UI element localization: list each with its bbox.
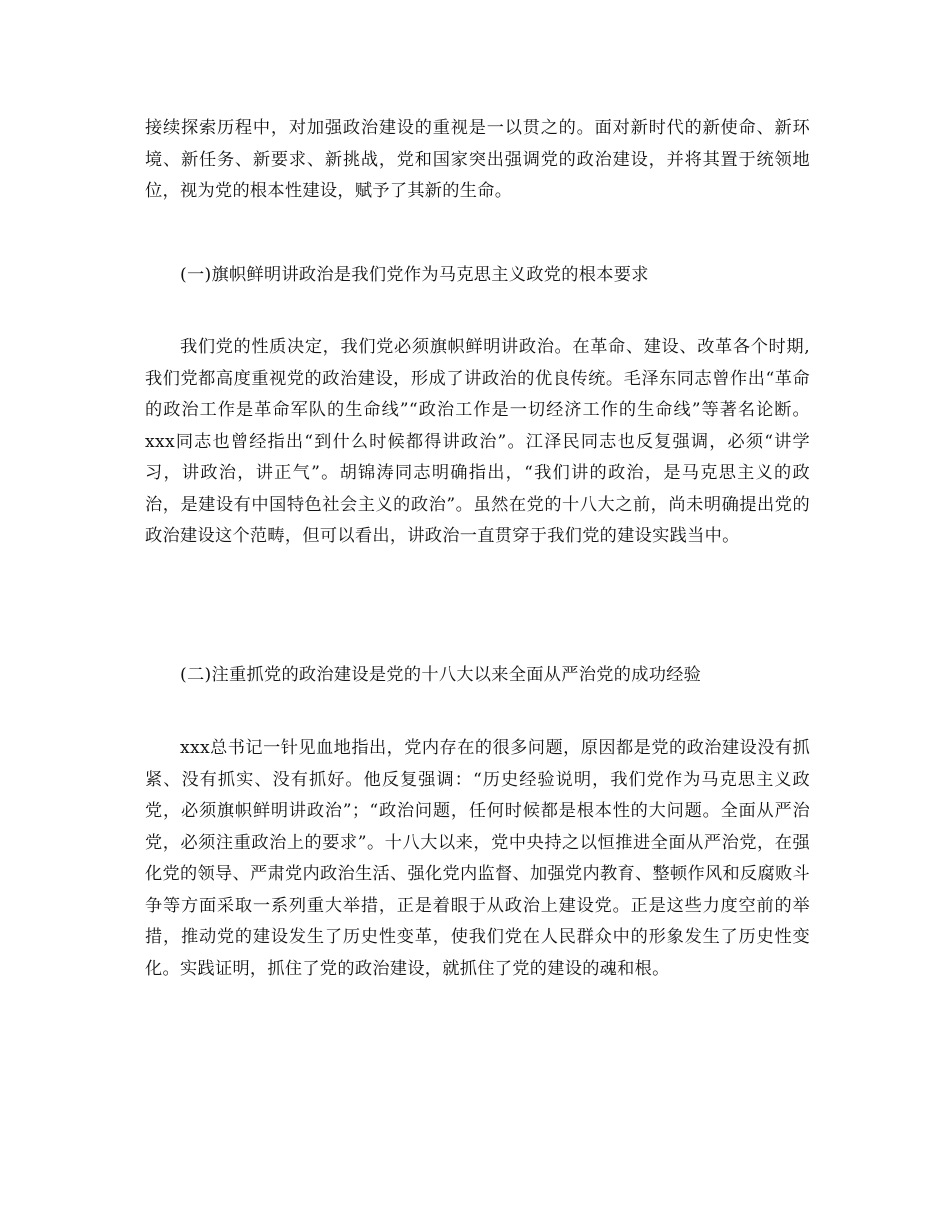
section-heading-1: (一)旗帜鲜明讲政治是我们党作为马克思主义政党的根本要求: [180, 265, 649, 285]
section-2-paragraph: xxx总书记一针见血地指出，党内存在的很多问题，原因都是党的政治建设没有抓紧、没有抓实、没有抓好。他反复强调：“历史经验说明，我们党作为马克思主义政党，必须旗帜鲜明讲政治”；“政治问题，任何时候都是根本性的大问题。全面从严治党，必须注重政治上的要求”。十八大以来，党中央持之以恒推进全面从严治党，在强化党的领导、严肃党内政治生活、强化党内监督、加强党内教育、整顿作风和反腐败斗争等方面采取一系列重大举措，正是着眼于从政治上建设党。正是这些力度空前的举措，推动党的建设发生了历史性变革，使我们党在人民群众中的形象发生了历史性变化。实践证明，抓住了党的政治建设，就抓住了党的建设的魂和根。: [145, 738, 810, 979]
section-heading-2: (二)注重抓党的政治建设是党的十八大以来全面从严治党的成功经验: [180, 665, 702, 685]
section-1-paragraph: 我们党的性质决定，我们党必须旗帜鲜明讲政治。在革命、建设、改革各个时期,我们党都高度重视党的政治建设，形成了讲政治的优良传统。毛泽东同志曾作出“革命的政治工作是革命军队的生命线”“政治工作是一切经济工作的生命线”等著名论断。xxx同志也曾经指出“到什么时候都得讲政治”。江泽民同志也反复强调，必须“讲学习，讲政治，讲正气”。胡锦涛同志明确指出，“我们讲的政治，是马克思主义的政治，是建设有中国特色社会主义的政治”。虽然在党的十八大之前，尚未明确提出党的政治建设这个范畴，但可以看出，讲政治一直贯穿于我们党的建设实践当中。: [145, 337, 810, 546]
intro-paragraph: 接续探索历程中，对加强政治建设的重视是一以贯之的。面对新时代的新使命、新环境、新任务、新要求、新挑战，党和国家突出强调党的政治建设，并将其置于统领地位，视为党的根本性建设，赋予了其新的生命。: [145, 118, 810, 201]
